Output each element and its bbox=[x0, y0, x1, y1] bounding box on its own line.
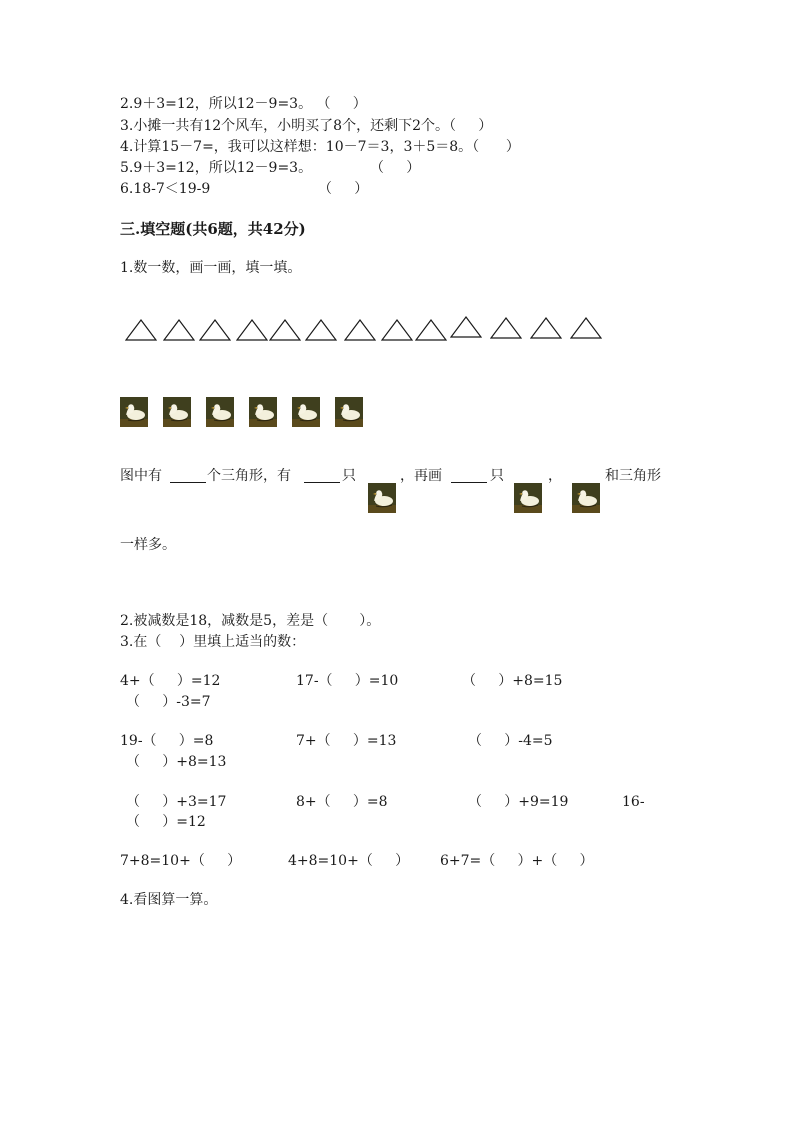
fill-q3-title: 3.在（ ）里填上适当的数： bbox=[120, 634, 306, 650]
fill-q1-text-5: 只 bbox=[490, 468, 504, 484]
fill-q1-text-2: 个三角形，有 bbox=[207, 468, 291, 484]
equation: 7+（ ）=13 bbox=[296, 733, 397, 749]
equation: （ ）=12 bbox=[126, 814, 206, 830]
equation: （ ）+9=19 bbox=[468, 794, 569, 810]
duck-image bbox=[335, 397, 363, 427]
duck-image bbox=[206, 397, 234, 427]
duck-image bbox=[120, 397, 148, 427]
triangle-icon bbox=[269, 319, 301, 341]
fill-q1-text-8: 一样多。 bbox=[120, 537, 176, 553]
fill-q1-text-7: 和三角形 bbox=[605, 468, 661, 484]
fill-q1-title: 1.数一数，画一画，填一填。 bbox=[120, 260, 302, 276]
duck-image bbox=[292, 397, 320, 427]
equation: 4+（ ）=12 bbox=[120, 673, 221, 689]
judge-q5: 5.9＋3=12，所以12－9=3。 bbox=[120, 160, 313, 176]
duck-image bbox=[249, 397, 277, 427]
triangle-icon bbox=[530, 317, 562, 339]
judge-q4: 4.计算15－7=，我可以这样想：10－7＝3，3＋5＝8。（ ） bbox=[120, 139, 520, 155]
equation: （ ）-4=5 bbox=[468, 733, 553, 749]
triangle-icon bbox=[344, 319, 376, 341]
fill-q1-text-6: ， bbox=[548, 468, 562, 484]
section-title: 三.填空题(共6题，共42分) bbox=[120, 220, 306, 238]
fill-q1-text-3: 只 bbox=[342, 468, 356, 484]
equation: 4+8=10+（ ） bbox=[288, 853, 410, 869]
fill-q1-text-4: ，再画 bbox=[400, 468, 442, 484]
duck-image bbox=[163, 397, 191, 427]
equation: 7+8=10+（ ） bbox=[120, 853, 242, 869]
equation: 6+7=（ ）+（ ） bbox=[440, 853, 594, 869]
triangle-icon bbox=[199, 319, 231, 341]
fill-q2: 2.被减数是18，减数是5，差是（ ）。 bbox=[120, 613, 381, 629]
equation: （ ）+8=13 bbox=[126, 754, 227, 770]
judge-q6-paren: （ ） bbox=[318, 181, 369, 197]
triangle-icon bbox=[381, 319, 413, 341]
judge-q2: 2.9＋3=12，所以12－9=3。 （ ） bbox=[120, 96, 367, 112]
equation: 19-（ ）=8 bbox=[120, 733, 214, 749]
equation: （ ）-3=7 bbox=[126, 694, 211, 710]
equation: 17-（ ）=10 bbox=[296, 673, 399, 689]
equation: （ ）+8=15 bbox=[462, 673, 563, 689]
judge-q3: 3.小摊一共有12个风车，小明买了8个，还剩下2个。（ ） bbox=[120, 118, 493, 134]
equation: （ ）+3=17 bbox=[126, 794, 227, 810]
judge-q5-paren: （ ） bbox=[370, 160, 421, 176]
judge-q6: 6.18-7＜19-9 bbox=[120, 181, 211, 197]
triangle-icon bbox=[125, 319, 157, 341]
answer-blank[interactable] bbox=[170, 468, 206, 483]
triangle-icon bbox=[415, 319, 447, 341]
triangle-icon bbox=[450, 316, 482, 338]
fill-q1-text-1: 图中有 bbox=[120, 468, 162, 484]
triangle-icon bbox=[490, 317, 522, 339]
answer-blank[interactable] bbox=[304, 468, 340, 483]
triangle-icon bbox=[570, 317, 602, 339]
triangle-icon bbox=[305, 319, 337, 341]
duck-image bbox=[572, 483, 600, 513]
duck-image bbox=[368, 483, 396, 513]
fill-q4-title: 4.看图算一算。 bbox=[120, 892, 218, 908]
triangle-icon bbox=[236, 319, 268, 341]
equation: 8+（ ）=8 bbox=[296, 794, 388, 810]
equation: 16- bbox=[622, 794, 645, 810]
triangle-icon bbox=[163, 319, 195, 341]
duck-image bbox=[514, 483, 542, 513]
answer-blank[interactable] bbox=[451, 468, 487, 483]
